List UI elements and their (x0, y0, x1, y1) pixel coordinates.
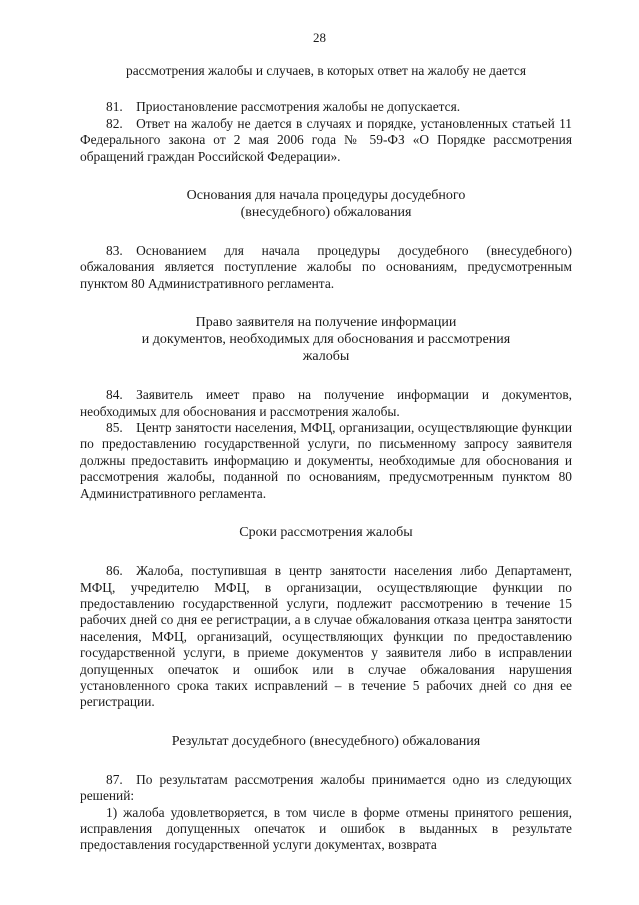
section-heading-result (80, 733, 572, 750)
heading-line: жалобы (302, 349, 350, 365)
paragraph-82: 82. Ответ на жалобу не дается в случаях и порядке, установленных статьей 11 Федерального закона от 2 мая 2006 года № 59-ФЗ «О Порядке рассмотрения обращений граждан Российской Федерации». (80, 115, 572, 164)
continued-heading: рассмотрения жалобы и случаев, в которых ответ на жалобу не дается (126, 63, 526, 78)
heading-line: и документов, необходимых для обоснования и рассмотрения (141, 332, 511, 348)
heading-line: Результат досудебного (внесудебного) обжалования (171, 733, 481, 749)
section-heading-terms (80, 524, 572, 541)
paragraph-81: 81. Приостановление рассмотрения жалобы не допускается. (106, 99, 461, 115)
document-body (80, 63, 572, 854)
heading-line: Основания для начала процедуры досудебного (186, 188, 466, 204)
paragraph-86: 86. Жалоба, поступившая в центр занятости населения либо Департамент, МФЦ, учредителю МФЦ, в организации, осуществляющие функции по предоставлению государственной услуги, подлежит рассмотрению в течение 15 рабочих дней со дня ее регистрации, а в случае обжалования отказа центра занятости населения, МФЦ, организаций, осуществляющих функции по предоставлению государственной услуги, в приеме документов у заявителя либо в исправлении допущенных опечаток и ошибок или в случае обжалования нарушения установленного срока таких исправлений – в течение 5 рабочих дней со дня ее регистрации. (80, 563, 572, 710)
paragraph-85: 85. Центр занятости населения, МФЦ, организации, осуществляющие функции по предоставлению государственной услуги, по письменному запросу заявителя должны предоставить информацию и документы, необходимые для обоснования и рассмотрения жалобы, поданной по основаниям, предусмотренным пунктом 80 Административного регламента. (80, 420, 572, 501)
section-heading-grounds (80, 187, 572, 221)
paragraph-83: 83. Основанием для начала процедуры досудебного (внесудебного) обжалования является поступление жалобы по основаниям, предусмотренным пунктом 80 Административного регламента. (80, 243, 572, 291)
paragraph-87: 87. По результатам рассмотрения жалобы принимается одно из следующих решений: (80, 771, 572, 804)
heading-line: Право заявителя на получение информации (195, 315, 457, 331)
heading-line: Сроки рассмотрения жалобы (239, 525, 413, 541)
heading-line: (внесудебного) обжалования (240, 205, 412, 221)
page-number: 28 (313, 30, 326, 45)
section-heading-right-to-information (80, 314, 572, 365)
paragraph-84: 84. Заявитель имеет право на получение информации и документов, необходимых для обоснования и рассмотрения жалобы. (80, 387, 572, 419)
paragraph-87-item-1: 1) жалоба удовлетворяется, в том числе в форме отмены принятого решения, исправления допущенных опечаток и ошибок в выданных в результате предоставления государственной услуги документах, возврата (80, 804, 572, 853)
